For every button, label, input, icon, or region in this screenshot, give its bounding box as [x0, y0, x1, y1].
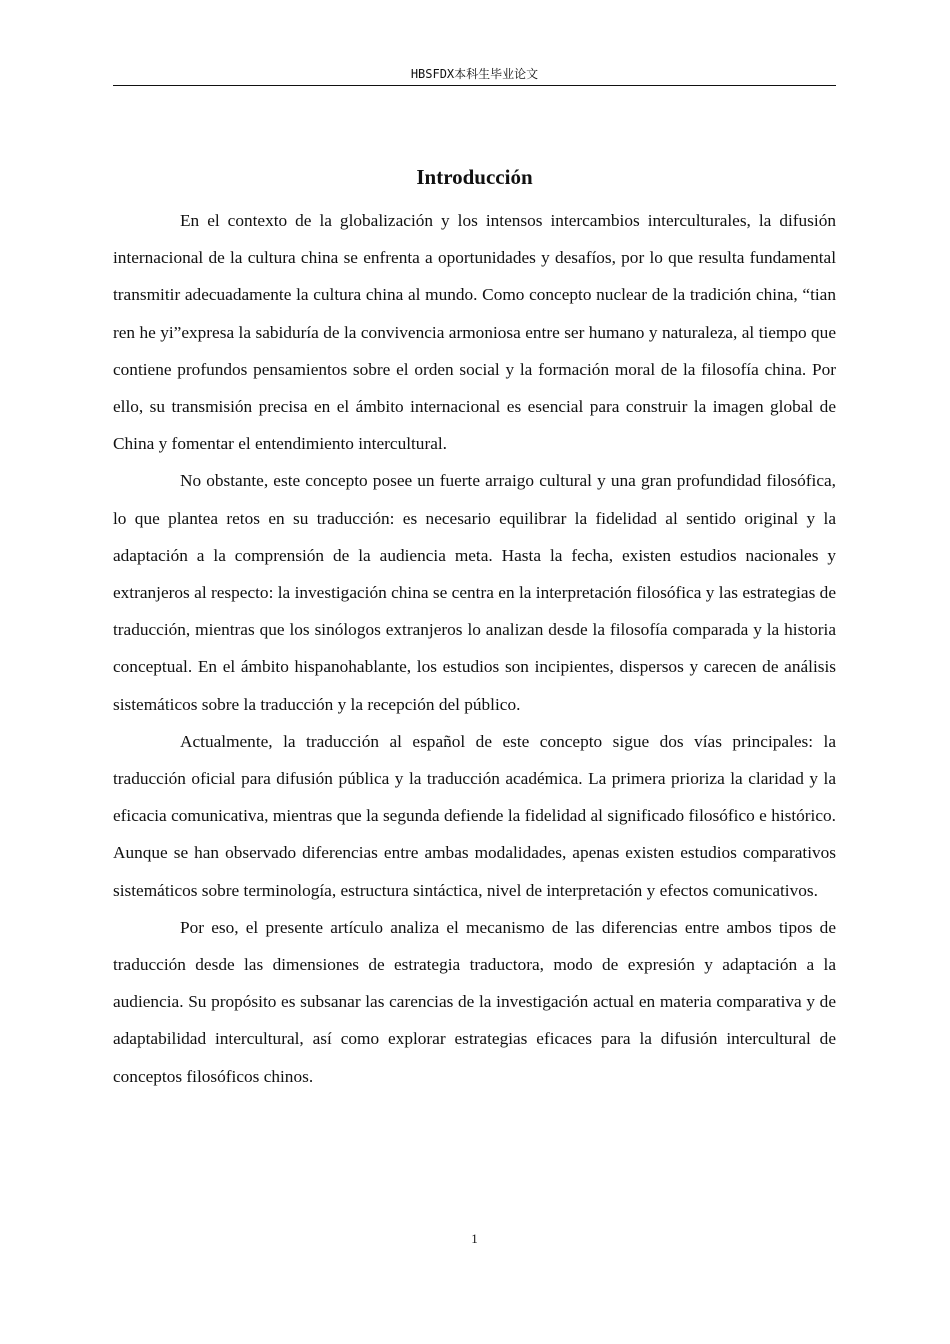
header-rule: [113, 85, 836, 86]
body-text: [113, 202, 836, 1095]
paragraph: No obstante, este concepto posee un fuerte arraigo cultural y una gran profundidad filosófica, lo que plantea retos en su traducción: es necesario equilibrar la fidelidad al sentido original y la adaptación a la comprensión de la audiencia meta. Hasta la fecha, existen estudios nacionales y extranjeros al respecto: la investigación china se centra en la interpretación filosófica y las estrategias de traducción, mientras que los sinólogos extranjeros lo analizan desde la filosofía comparada y la historia conceptual. En el ámbito hispanohablante, los estudios son incipientes, dispersos y carecen de análisis sistemáticos sobre la traducción y la recepción del público.: [113, 471, 836, 714]
running-header: HBSFDX本科生毕业论文: [410, 67, 539, 81]
paragraph: En el contexto de la globalización y los intensos intercambios interculturales, la difusión internacional de la cultura china se enfrenta a oportunidades y desafíos, por lo que resulta fundamental transmitir adecuadamente la cultura china al mundo. Como concepto nuclear de la tradición china, “tian ren he yi”expresa la sabiduría de la convivencia armoniosa entre ser humano y naturaleza, al tiempo que contiene profundos pensamientos sobre el orden social y la formación moral de la filosofía china. Por ello, su transmisión precisa en el ámbito internacional es esencial para construir la imagen global de China y fomentar el entendimiento intercultural.: [113, 211, 836, 454]
paragraph: Por eso, el presente artículo analiza el mecanismo de las diferencias entre ambos tipos de traducción desde las dimensiones de estrategia traductora, modo de expresión y adaptación a la audiencia. Su propósito es subsanar las carencias de la investigación actual en materia comparativa y de adaptabilidad intercultural, así como explorar estrategias eficaces para la difusión intercultural de conceptos filosóficos chinos.: [113, 917, 836, 1086]
page-number: 1: [471, 1231, 478, 1246]
paragraph: Actualmente, la traducción al español de este concepto sigue dos vías principales: la traducción oficial para difusión pública y la traducción académica. La primera prioriza la claridad y la eficacia comunicativa, mientras que la segunda defiende la fidelidad al significado filosófico e histórico. Aunque se han observado diferencias entre ambas modalidades, apenas existen estudios comparativos sistemáticos sobre terminología, estructura sintáctica, nivel de interpretación y efectos comunicativos.: [113, 731, 836, 900]
section-title: Introducción: [416, 165, 533, 189]
